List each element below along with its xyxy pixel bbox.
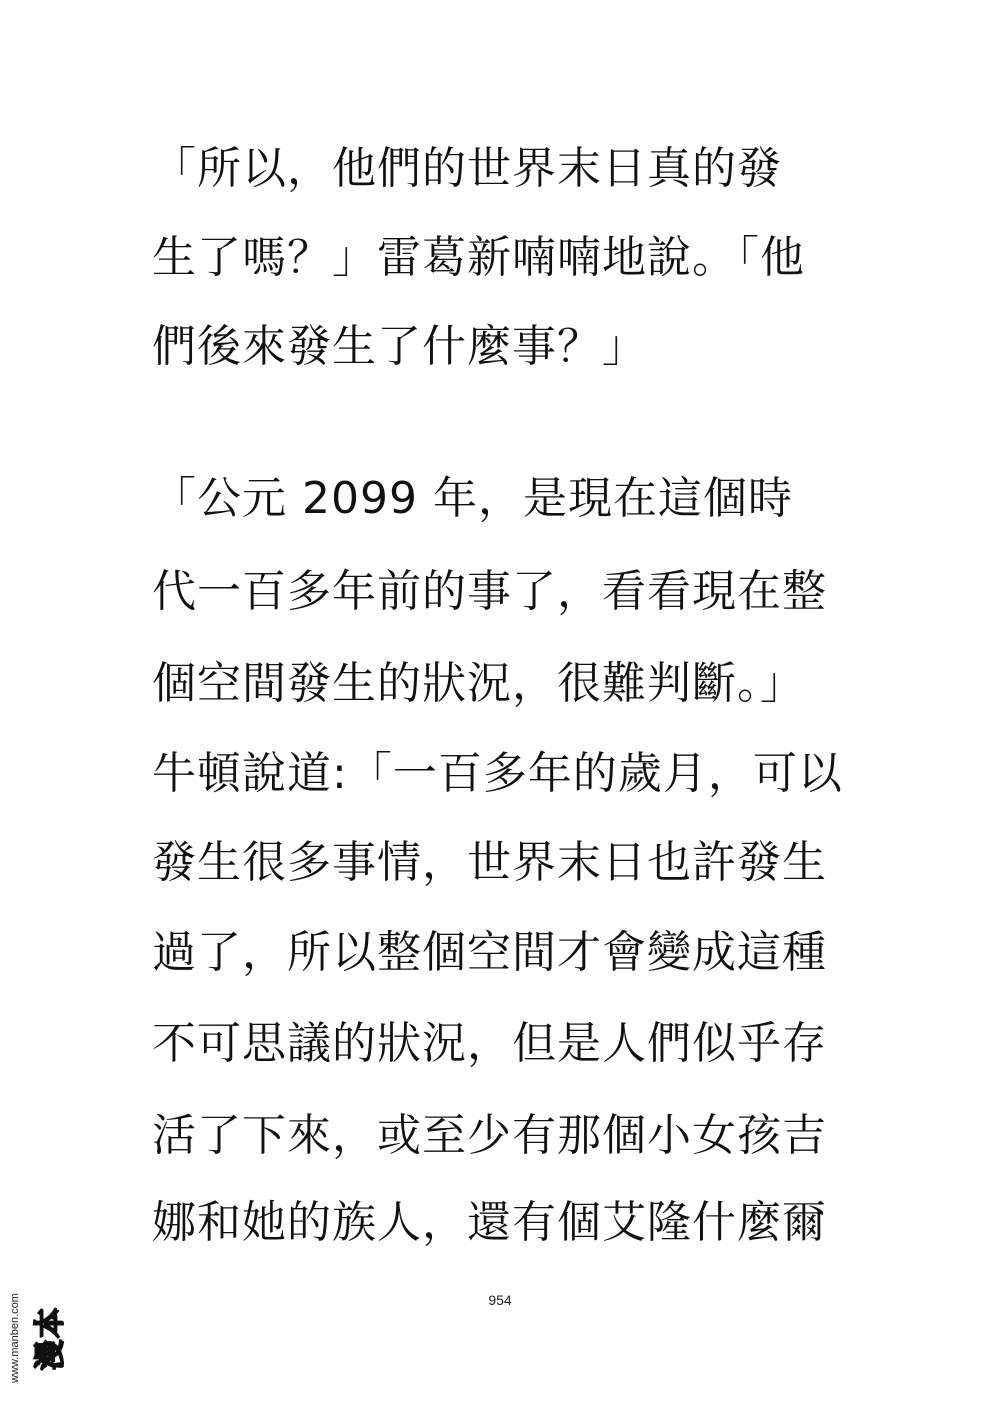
watermark — [6, 1268, 68, 1408]
text-line: 生了嗎？」雷葛新喃喃地說。「他 — [152, 232, 805, 283]
text-line: 們後來發生了什麼事？」 — [152, 321, 647, 372]
page-number: 954 — [488, 1292, 512, 1308]
watermark-url-text: www.manben.com — [9, 1293, 21, 1383]
watermark-url — [6, 1268, 24, 1408]
text-line: 個空間發生的狀況，很難判斷。」 — [152, 658, 805, 709]
text-line: 「所以，他們的世界末日真的發 — [152, 143, 782, 194]
text-line: 活了下來，或至少有那個小女孩吉 — [152, 1110, 827, 1161]
watermark-logo — [26, 1268, 68, 1408]
text-line: 過了，所以整個空間才會變成這種 — [152, 927, 827, 978]
watermark-logo-text: 漫本 — [33, 1306, 68, 1370]
text-line: 發生很多事情，世界末日也許發生 — [152, 837, 827, 888]
text-line: 娜和她的族人，還有個艾隆什麼爾 — [152, 1197, 827, 1248]
text-line: 牛頓說道:「一百多年的歲月，可以 — [152, 748, 843, 799]
text-line: 代一百多年前的事了，看看現在整 — [152, 566, 827, 617]
text-line: 不可思議的狀況，但是人們似乎存 — [152, 1018, 827, 1069]
text-line: 「公元 2099 年，是現在這個時 — [152, 473, 793, 524]
